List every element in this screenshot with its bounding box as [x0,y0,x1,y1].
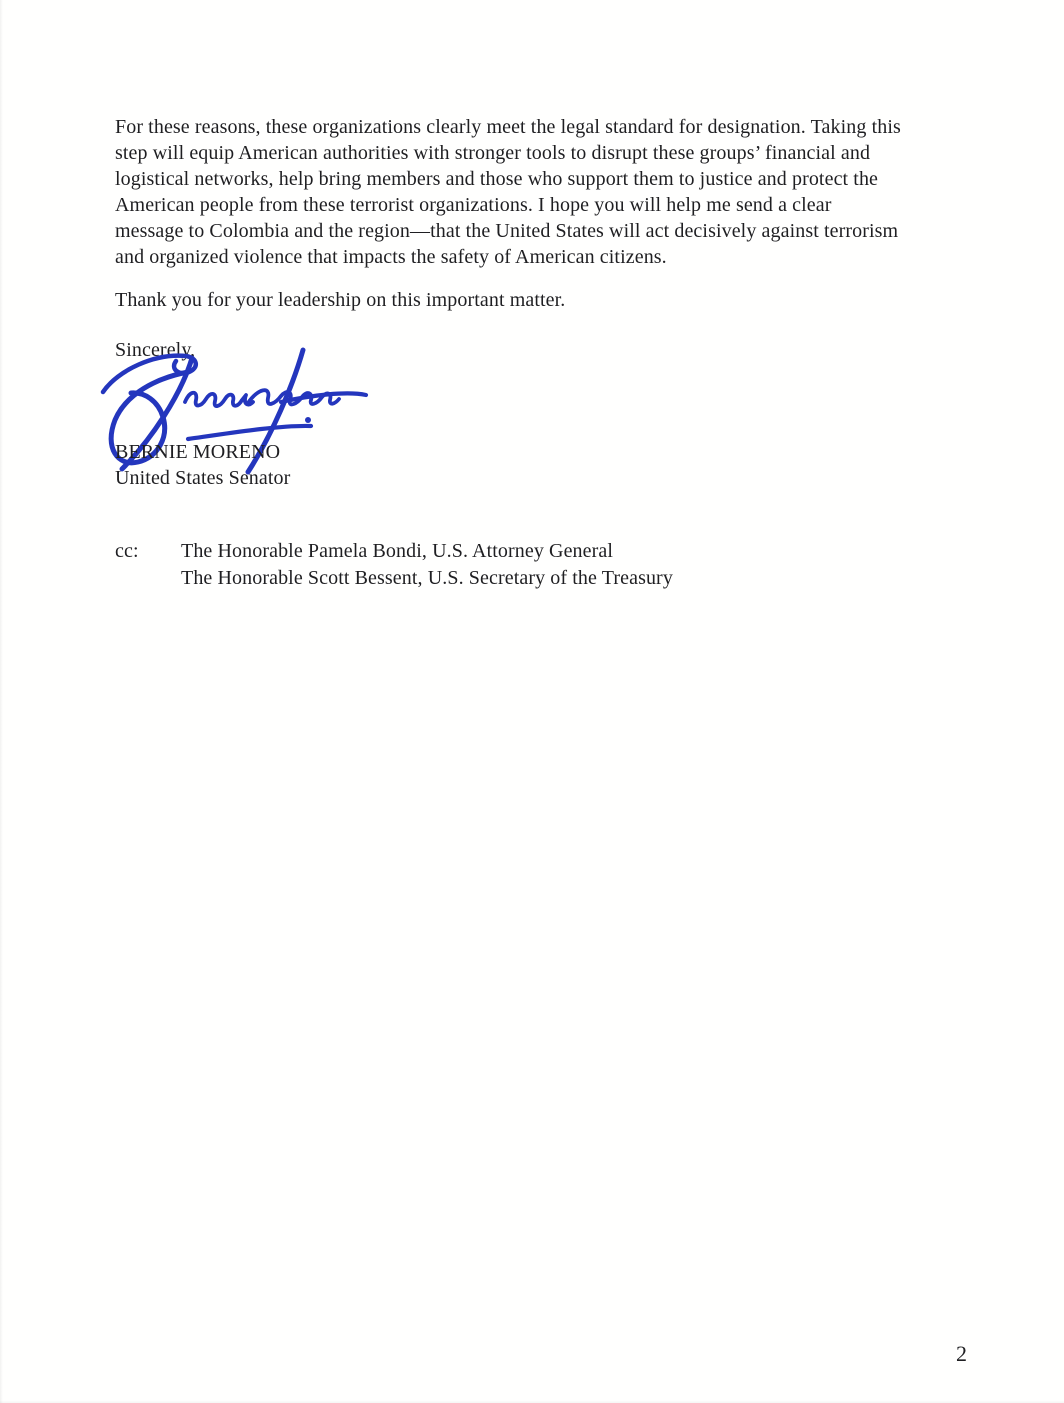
paragraph-line: For these reasons, these organizations clearly meet the legal standard for designation. Taking this [115,116,901,138]
cc-label: cc: [115,540,139,562]
cc-recipient-list [181,538,881,592]
paragraph-line: logistical networks, help bring members and those who support them to justice and protect the [115,168,879,190]
body-paragraph-1 [115,114,901,270]
signer-title: United States Senator [115,467,291,489]
body-paragraph-2 [115,287,565,313]
paragraph-line: American people from these terrorist organizations. I hope you will help me send a clear [115,194,832,216]
paragraph-line: message to Colombia and the region—that the United States will act decisively against terrorism [115,220,899,242]
paragraph-line: Thank you for your leadership on this important matter. [115,289,566,311]
signer-block [115,439,290,491]
paragraph-line: and organized violence that impacts the safety of American citizens. [115,246,667,268]
signature-dot [305,417,311,423]
signer-name: BERNIE MORENO [115,441,281,463]
closing-text: Sincerely, [115,339,196,361]
paragraph-line: step will equip American authorities with stronger tools to disrupt these groups’ financial and [115,142,871,164]
page-number: 2 [956,1341,967,1366]
closing-salutation [115,337,195,363]
cc-recipient: The Honorable Scott Bessent, U.S. Secretary of the Treasury [181,567,673,589]
cc-recipient: The Honorable Pamela Bondi, U.S. Attorney General [181,540,614,562]
